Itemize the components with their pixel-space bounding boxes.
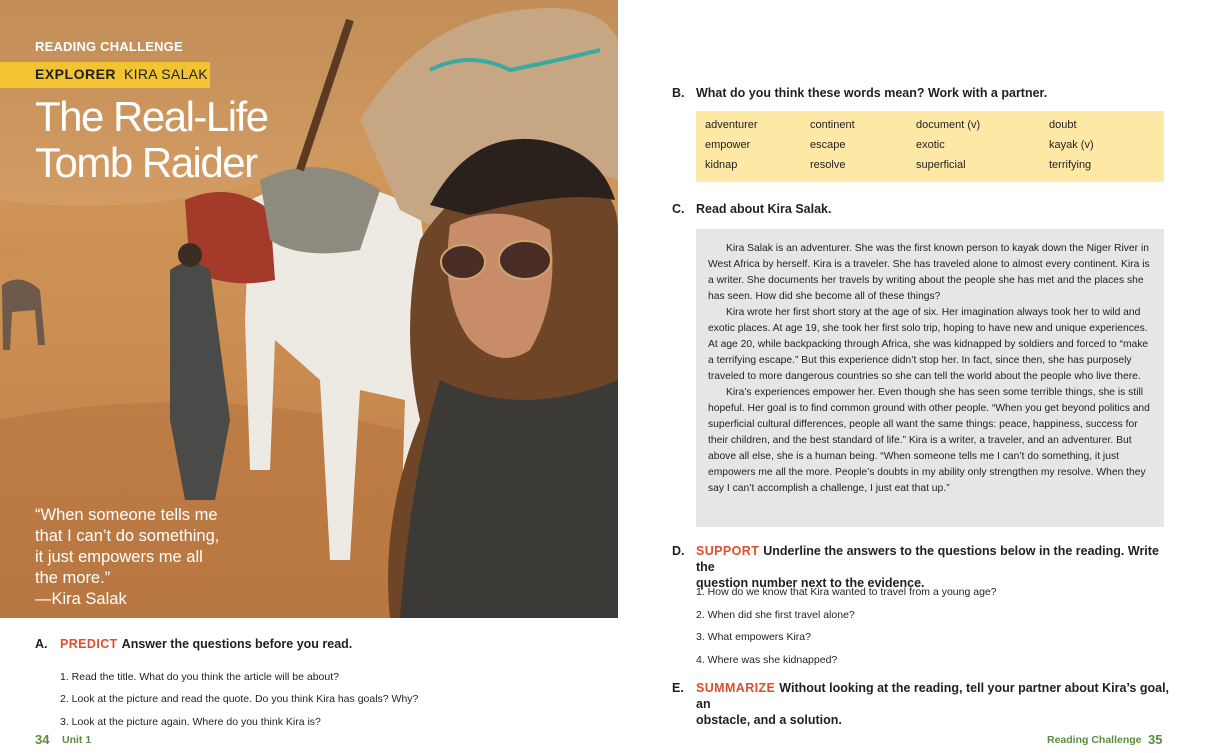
vocab-word: superficial [916,159,966,171]
title-line-2: Tomb Raider [35,139,257,186]
title-line-1: The Real-Life [35,93,268,140]
reading-passage [708,241,1154,497]
vocab-word: terrifying [1049,159,1092,171]
section-e-instruction-line-1: Without looking at the reading, tell your partner about Kira’s goal, an [696,681,1170,711]
reading-paragraph: Kira’s experiences empower her. Even though she has seen some terrible things, she is still hopeful. Her goal is to find common ground with other people. “When you get beyond politics and superficial cultural differences, people all want the same things: peace, happiness, success for their children, and the best standard of life.” Kira is a writer, a traveler, and an adventurer. But above all else, she is a human being. “When someone tells me I can’t do something, it just empowers me all the more. People’s doubts in my ability only strengthen my resolve. When they say I can’t accomplish a challenge, I just eat that up.” [708,387,1150,494]
quote-line: “When someone tells me [35,506,218,524]
section-d-instruction-line-2: question number next to the evidence. [696,576,925,590]
section-a-keyword: PREDICT [60,637,118,651]
vocab-word: kidnap [705,159,738,171]
vocab-word: adventurer [705,119,758,131]
quote-attribution: —Kira Salak [35,590,127,608]
section-c-instruction: Read about Kira Salak. [696,202,832,216]
section-d-heading [696,543,1176,591]
right-page-number: 35 [1148,732,1163,747]
section-a-question: 2. Look at the picture and read the quote. Do you think Kira has goals? Why? [60,693,419,705]
section-d-question: 4. Where was she kidnapped? [696,654,838,666]
vocab-word: document (v) [916,119,981,131]
vocab-word: kayak (v) [1049,139,1094,151]
section-e-letter: E. [672,681,684,695]
reading-paragraph: Kira Salak is an adventurer. She was the first known person to kayak down the Niger River in West Africa by herself. Kira is a traveler. She has traveled alone to almost every continent. Kira is a writer. She documents her travels by writing about the people she has met and the places she has seen. How did she become all of these things? [708,243,1150,302]
explorer-name: KIRA SALAK [124,66,208,82]
page-title [35,94,355,186]
section-d-keyword: SUPPORT [696,544,760,558]
vocab-word: resolve [810,159,846,171]
section-d-instruction-line-1: Underline the answers to the questions below in the reading. Write the [696,544,1159,574]
vocab-word: continent [810,119,855,131]
vocab-word: empower [705,139,751,151]
section-d-question: 2. When did she first travel alone? [696,609,855,621]
section-e-keyword: SUMMARIZE [696,681,776,695]
reading-challenge-label: READING CHALLENGE [35,39,183,54]
vocab-word: doubt [1049,119,1077,131]
quote-line: that I can’t do something, [35,527,220,545]
left-page-number: 34 [35,732,50,747]
section-e-heading [696,680,1176,728]
section-b-letter: B. [672,86,685,100]
section-a-heading [60,636,352,652]
section-d-question: 1. How do we know that Kira wanted to travel from a young age? [696,586,997,598]
section-a-question: 3. Look at the picture again. Where do you think Kira is? [60,716,321,728]
section-e-instruction-line-2: obstacle, and a solution. [696,713,842,727]
section-a-instruction: Answer the questions before you read. [121,637,353,651]
left-folio-label: Unit 1 [62,734,92,746]
section-b-instruction: What do you think these words mean? Work with a partner. [696,86,1048,100]
section-c-letter: C. [672,202,685,216]
section-d-letter: D. [672,544,685,558]
vocab-word: escape [810,139,846,151]
vocab-word: exotic [916,139,945,151]
section-d-question: 3. What empowers Kira? [696,631,811,643]
desert-photo [0,0,618,618]
section-a-letter: A. [35,637,48,651]
explorer-label: EXPLORER [35,66,117,82]
pull-quote [35,505,295,610]
quote-line: it just empowers me all [35,548,203,566]
right-folio-label: Reading Challenge [1047,734,1142,746]
section-a-question: 1. Read the title. What do you think the article will be about? [60,671,339,683]
quote-line: the more.” [35,569,111,587]
reading-paragraph: Kira wrote her first short story at the age of six. Her imagination always took her to wild and exotic places. At age 19, she took her first solo trip, hoping to have new and unique experiences. At age 20, while backpacking through Africa, she was kidnapped by soldiers and forced to “make a terrifying escape.” But this experience didn’t stop her. In fact, since then, she has purposely traveled to more dangerous countries so she can tell the world about the people who live there. [708,307,1149,382]
